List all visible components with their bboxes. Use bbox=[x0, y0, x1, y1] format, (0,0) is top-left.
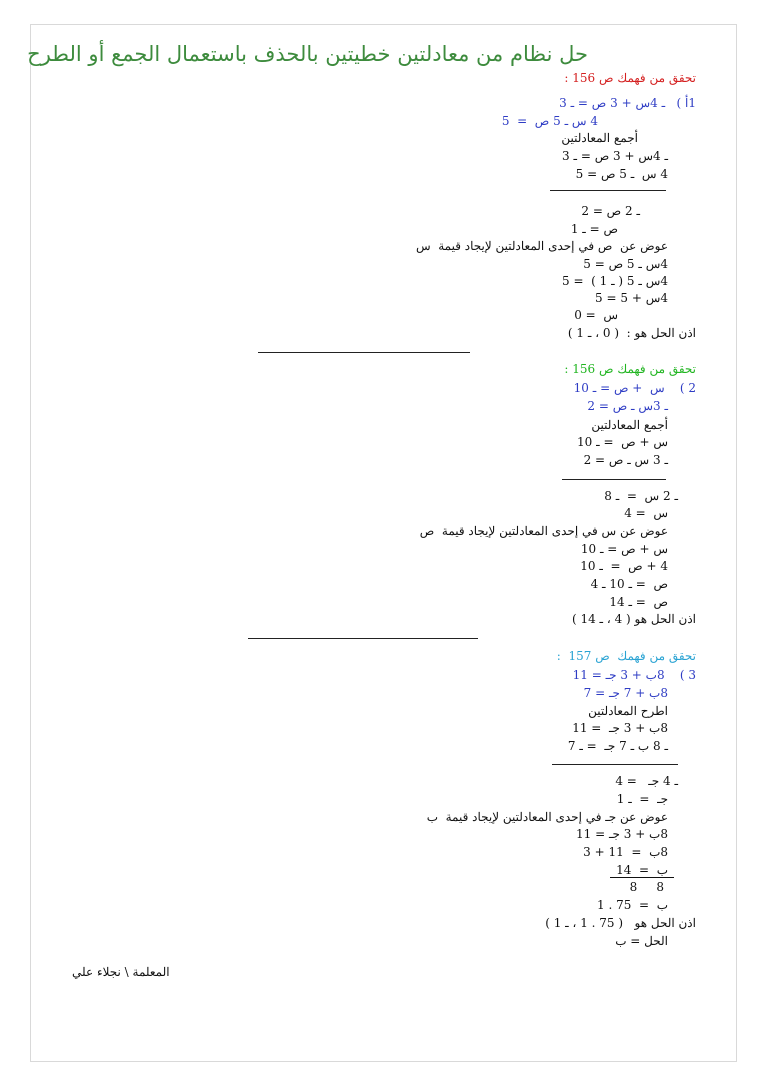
s3-line: 8ب + 3 جـ = 11 bbox=[572, 721, 668, 735]
check-heading-1: تحقق من فهمك ص 156 : bbox=[564, 71, 696, 85]
check-heading-2: تحقق من فهمك ص 156 : bbox=[564, 362, 696, 376]
s2-line: ـ 2 س = ـ 8 bbox=[604, 489, 678, 503]
s2-line: ص = ـ 10 ـ 4 bbox=[590, 577, 668, 591]
s2-equation-1: 2 ) س + ص = ـ 10 bbox=[573, 381, 696, 395]
s1-line: س = 0 bbox=[574, 308, 618, 322]
s3-step: اطرح المعادلتين bbox=[588, 704, 668, 718]
s2-equation-2: ـ 3س ـ ص = 2 bbox=[587, 399, 668, 413]
page-title: حل نظام من معادلتين خطيتين بالحذف باستعمال الجمع أو الطرح bbox=[27, 42, 588, 66]
s3-line: 8ب = 11 + 3 bbox=[583, 845, 668, 859]
s2-step: أجمع المعادلتين bbox=[591, 418, 668, 432]
s3-fraction-numerator: ب = 14 bbox=[616, 863, 668, 877]
s3-line: ـ 4 جـ = 4 bbox=[615, 774, 678, 788]
s3-equation-1: 3 ) 8ب + 3 جـ = 11 bbox=[572, 668, 696, 682]
s2-sum-rule bbox=[562, 479, 666, 480]
s3-line: 8ب + 3 جـ = 11 bbox=[576, 827, 668, 841]
s3-line: عوض عن جـ في إحدى المعادلتين لإيجاد قيمة ب bbox=[426, 810, 668, 824]
s1-line: عوض عن ص في إحدى المعادلتين لإيجاد قيمة س bbox=[415, 239, 668, 253]
s2-line: ـ 3 س ـ ص = 2 bbox=[583, 453, 668, 467]
s1-line: 4 س ـ 5 ص = 5 bbox=[575, 167, 668, 181]
s2-line: 4 + ص = ـ 10 bbox=[580, 559, 668, 573]
s3-equation-2: 8ب + 7 جـ = 7 bbox=[583, 686, 668, 700]
s1-solution: اذن الحل هو : ( 0 ، ـ 1 ) bbox=[567, 326, 696, 340]
s2-line: عوض عن س في إحدى المعادلتين لإيجاد قيمة ص bbox=[419, 524, 668, 538]
s1-line: 4س ـ 5 ( ـ 1 ) = 5 bbox=[562, 274, 668, 288]
s3-line: جـ = ـ 1 bbox=[616, 792, 668, 806]
s3-line: الحل = ب bbox=[615, 934, 668, 948]
s1-equation-1: 1أ ) ـ 4س + 3 ص = ـ 3 bbox=[559, 96, 696, 110]
teacher-signature: المعلمة \ نجلاء علي bbox=[72, 965, 170, 979]
s3-difference-rule bbox=[552, 764, 678, 765]
section-divider bbox=[248, 638, 478, 639]
s1-line: ـ 2 ص = 2 bbox=[581, 204, 640, 218]
s2-line: س = 4 bbox=[624, 506, 668, 520]
s1-line: 4س ـ 5 ص = 5 bbox=[583, 257, 668, 271]
s3-solution: اذن الحل هو ( 75 . 1 ، ـ 1 ) bbox=[545, 916, 696, 930]
s1-sum-rule bbox=[550, 190, 666, 191]
s1-equation-2: 4 س ـ 5 ص = 5 bbox=[501, 114, 598, 128]
s3-fraction-denominator: 8 8 bbox=[629, 880, 664, 894]
s2-line: س + ص = ـ 10 bbox=[577, 435, 668, 449]
s1-line: 4س + 5 = 5 bbox=[595, 291, 668, 305]
check-heading-3: تحقق من فهمك ص 157 : bbox=[556, 649, 696, 663]
s3-line: ـ 8 ب ـ 7 جـ = ـ 7 bbox=[567, 739, 668, 753]
s3-fraction-bar bbox=[610, 877, 674, 878]
s1-step: أجمع المعادلتين bbox=[561, 131, 638, 145]
s1-line: ص = ـ 1 bbox=[570, 222, 618, 236]
s1-line: ـ 4س + 3 ص = ـ 3 bbox=[562, 149, 668, 163]
s2-line: ص = ـ 14 bbox=[609, 595, 668, 609]
s2-solution: اذن الحل هو ( 4 ، ـ 14 ) bbox=[571, 612, 696, 626]
s2-line: س + ص = ـ 10 bbox=[580, 542, 668, 556]
section-divider bbox=[258, 352, 470, 353]
s3-line: ب = 75 . 1 bbox=[597, 898, 668, 912]
